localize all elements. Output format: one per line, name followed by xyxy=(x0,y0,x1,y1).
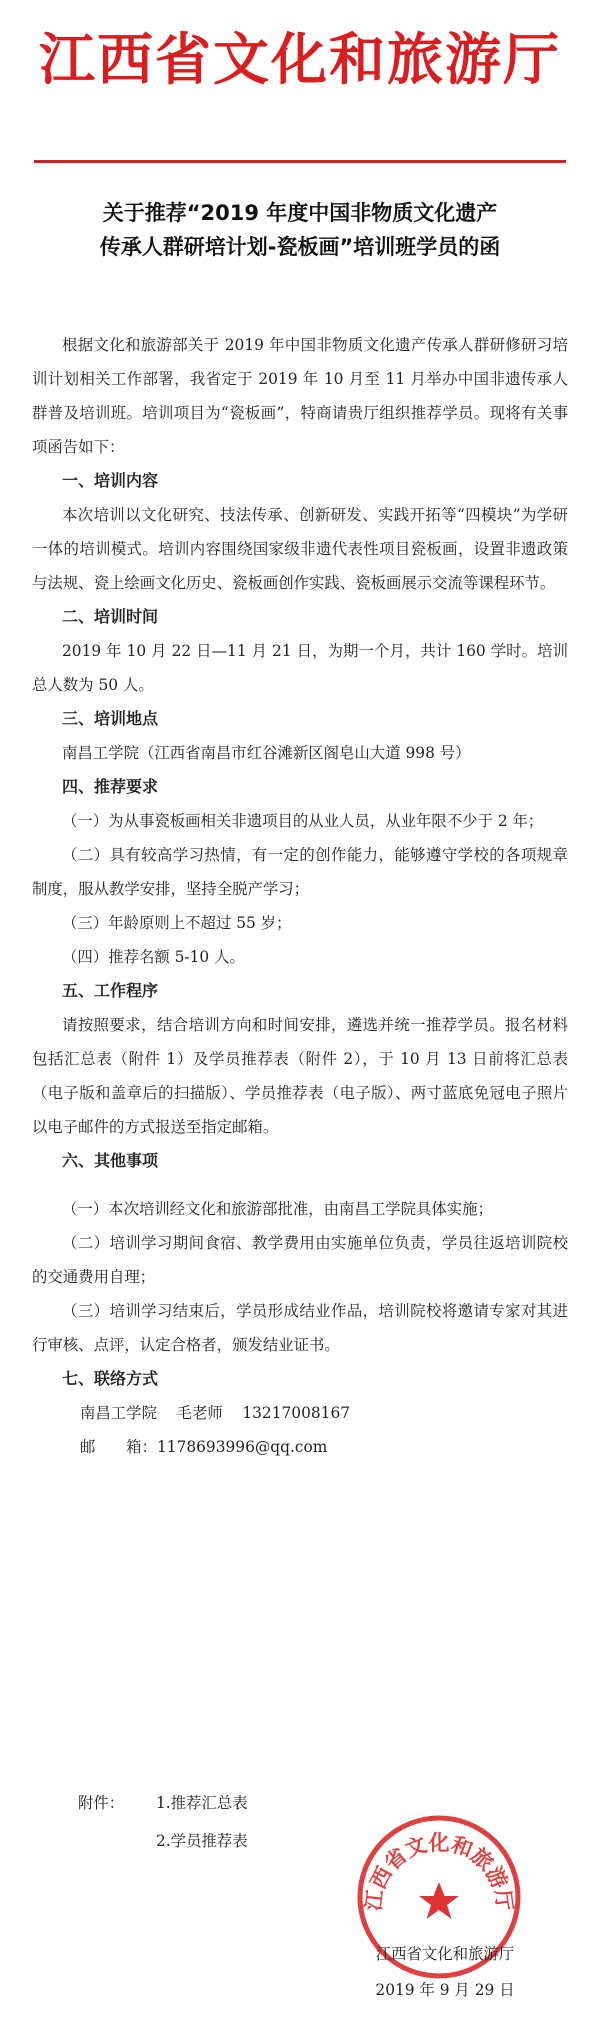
signer-org: 江西省文化和旅游厅 xyxy=(375,1945,515,1963)
seal-text: 江西省文化和旅游厅 xyxy=(361,1831,517,1913)
requirement-item: （二）具有较高学习热情，有一定的创作能力，能够遵守学校的各项规章制度，服从教学安排，坚持全脱产学习； xyxy=(32,846,568,898)
intro-paragraph: 根据文化和旅游部关于 2019 年中国非物质文化遗产传承人群研修研习培训计划相关工作部署，我省定于 2019 年 10 月至 11 月举办中国非遗传承人群普及培训班。培训项目为“瓷板画”，特商请贵厅组织推荐学员。现将有关事项函告如下： xyxy=(32,336,568,456)
contact-org: 南昌工学院 xyxy=(80,1404,157,1422)
email-address[interactable]: 1178693996@qq.com xyxy=(156,1438,328,1456)
section-heading-content: 一、培训内容 xyxy=(62,471,159,490)
seal-star-icon xyxy=(419,1882,459,1919)
signature-block xyxy=(330,1936,560,2008)
section-heading-requirements: 四、推荐要求 xyxy=(62,777,159,796)
masthead-org-name: 江西省文化和旅游厅 xyxy=(39,28,561,93)
document-title xyxy=(0,196,600,264)
other-item: （二）培训学习期间食宿、教学费用由实施单位负责，学员往返培训院校的交通费用自理； xyxy=(32,1234,568,1286)
attachments-block xyxy=(78,1784,248,1860)
contact-phone: 13217008167 xyxy=(242,1404,351,1422)
section-heading-time: 二、培训时间 xyxy=(62,607,159,626)
attachment-item: 1.推荐汇总表 xyxy=(156,1794,248,1812)
signature-date: 2019 年 9 月 29 日 xyxy=(375,1981,515,1999)
section-time-text: 2019 年 10 月 22 日—11 月 21 日，为期一个月，共计 160 学时。培训总人数为 50 人。 xyxy=(32,642,568,694)
requirement-item: （一）为从事瓷板画相关非遗项目的从业人员，从业年限不少于 2 年； xyxy=(62,812,544,830)
attachment-row xyxy=(78,1784,248,1822)
section-procedure-text: 请按照要求，结合培训方向和时间安排，遴选并统一推荐学员。报名材料包括汇总表（附件 1）及学员推荐表（附件 2），于 10 月 13 日前将汇总表（电子版和盖章后的扫描版）、学员推荐表（电子版）、两寸蓝底免冠电子照片以电子邮件的方式报送至指定邮箱。 xyxy=(32,1016,568,1136)
contact-person: 毛老师 xyxy=(176,1404,223,1422)
other-item: （一）本次培训经文化和旅游部批准，由南昌工学院具体实施； xyxy=(62,1200,493,1218)
title-line-2: 传承人群研培计划-瓷板画”培训班学员的函 xyxy=(99,235,501,259)
other-item: （三）培训学习结束后，学员形成结业作品，培训院校将邀请专家对其进行审核、点评，认定合格者，颁发结业证书。 xyxy=(32,1302,568,1354)
section-content-text: 本次培训以文化研究、技法传承、创新研发、实践开拓等“四模块”为学研一体的培训模式。培训内容围绕国家级非遗代表性项目瓷板画，设置非遗政策与法规、瓷上绘画文化历史、瓷板画创作实践、瓷板画展示交流等课程环节。 xyxy=(32,506,568,592)
requirement-item: （四）推荐名额 5-10 人。 xyxy=(62,948,245,966)
section-heading-contact: 七、联络方式 xyxy=(62,1369,159,1388)
letter-body xyxy=(32,328,568,1464)
attachments-label: 附件： xyxy=(78,1794,125,1812)
requirement-item: （三）年龄原则上不超过 55 岁； xyxy=(62,914,292,932)
attachment-item: 2.学员推荐表 xyxy=(156,1832,248,1850)
masthead-red-rule xyxy=(34,160,566,163)
section-heading-procedure: 五、工作程序 xyxy=(62,981,159,1000)
section-heading-location: 三、培训地点 xyxy=(62,709,159,728)
section-location-text: 南昌工学院（江西省南昌市红谷滩新区阁皂山大道 998 号） xyxy=(62,744,471,762)
attachment-row xyxy=(78,1822,248,1860)
contact-line xyxy=(32,1396,568,1430)
spacer xyxy=(32,1178,568,1192)
section-heading-other: 六、其他事项 xyxy=(62,1151,159,1170)
title-line-1: 关于推荐“2019 年度中国非物质文化遗产 xyxy=(102,201,498,225)
email-label: 邮 箱： xyxy=(80,1438,157,1456)
email-line xyxy=(32,1430,568,1464)
